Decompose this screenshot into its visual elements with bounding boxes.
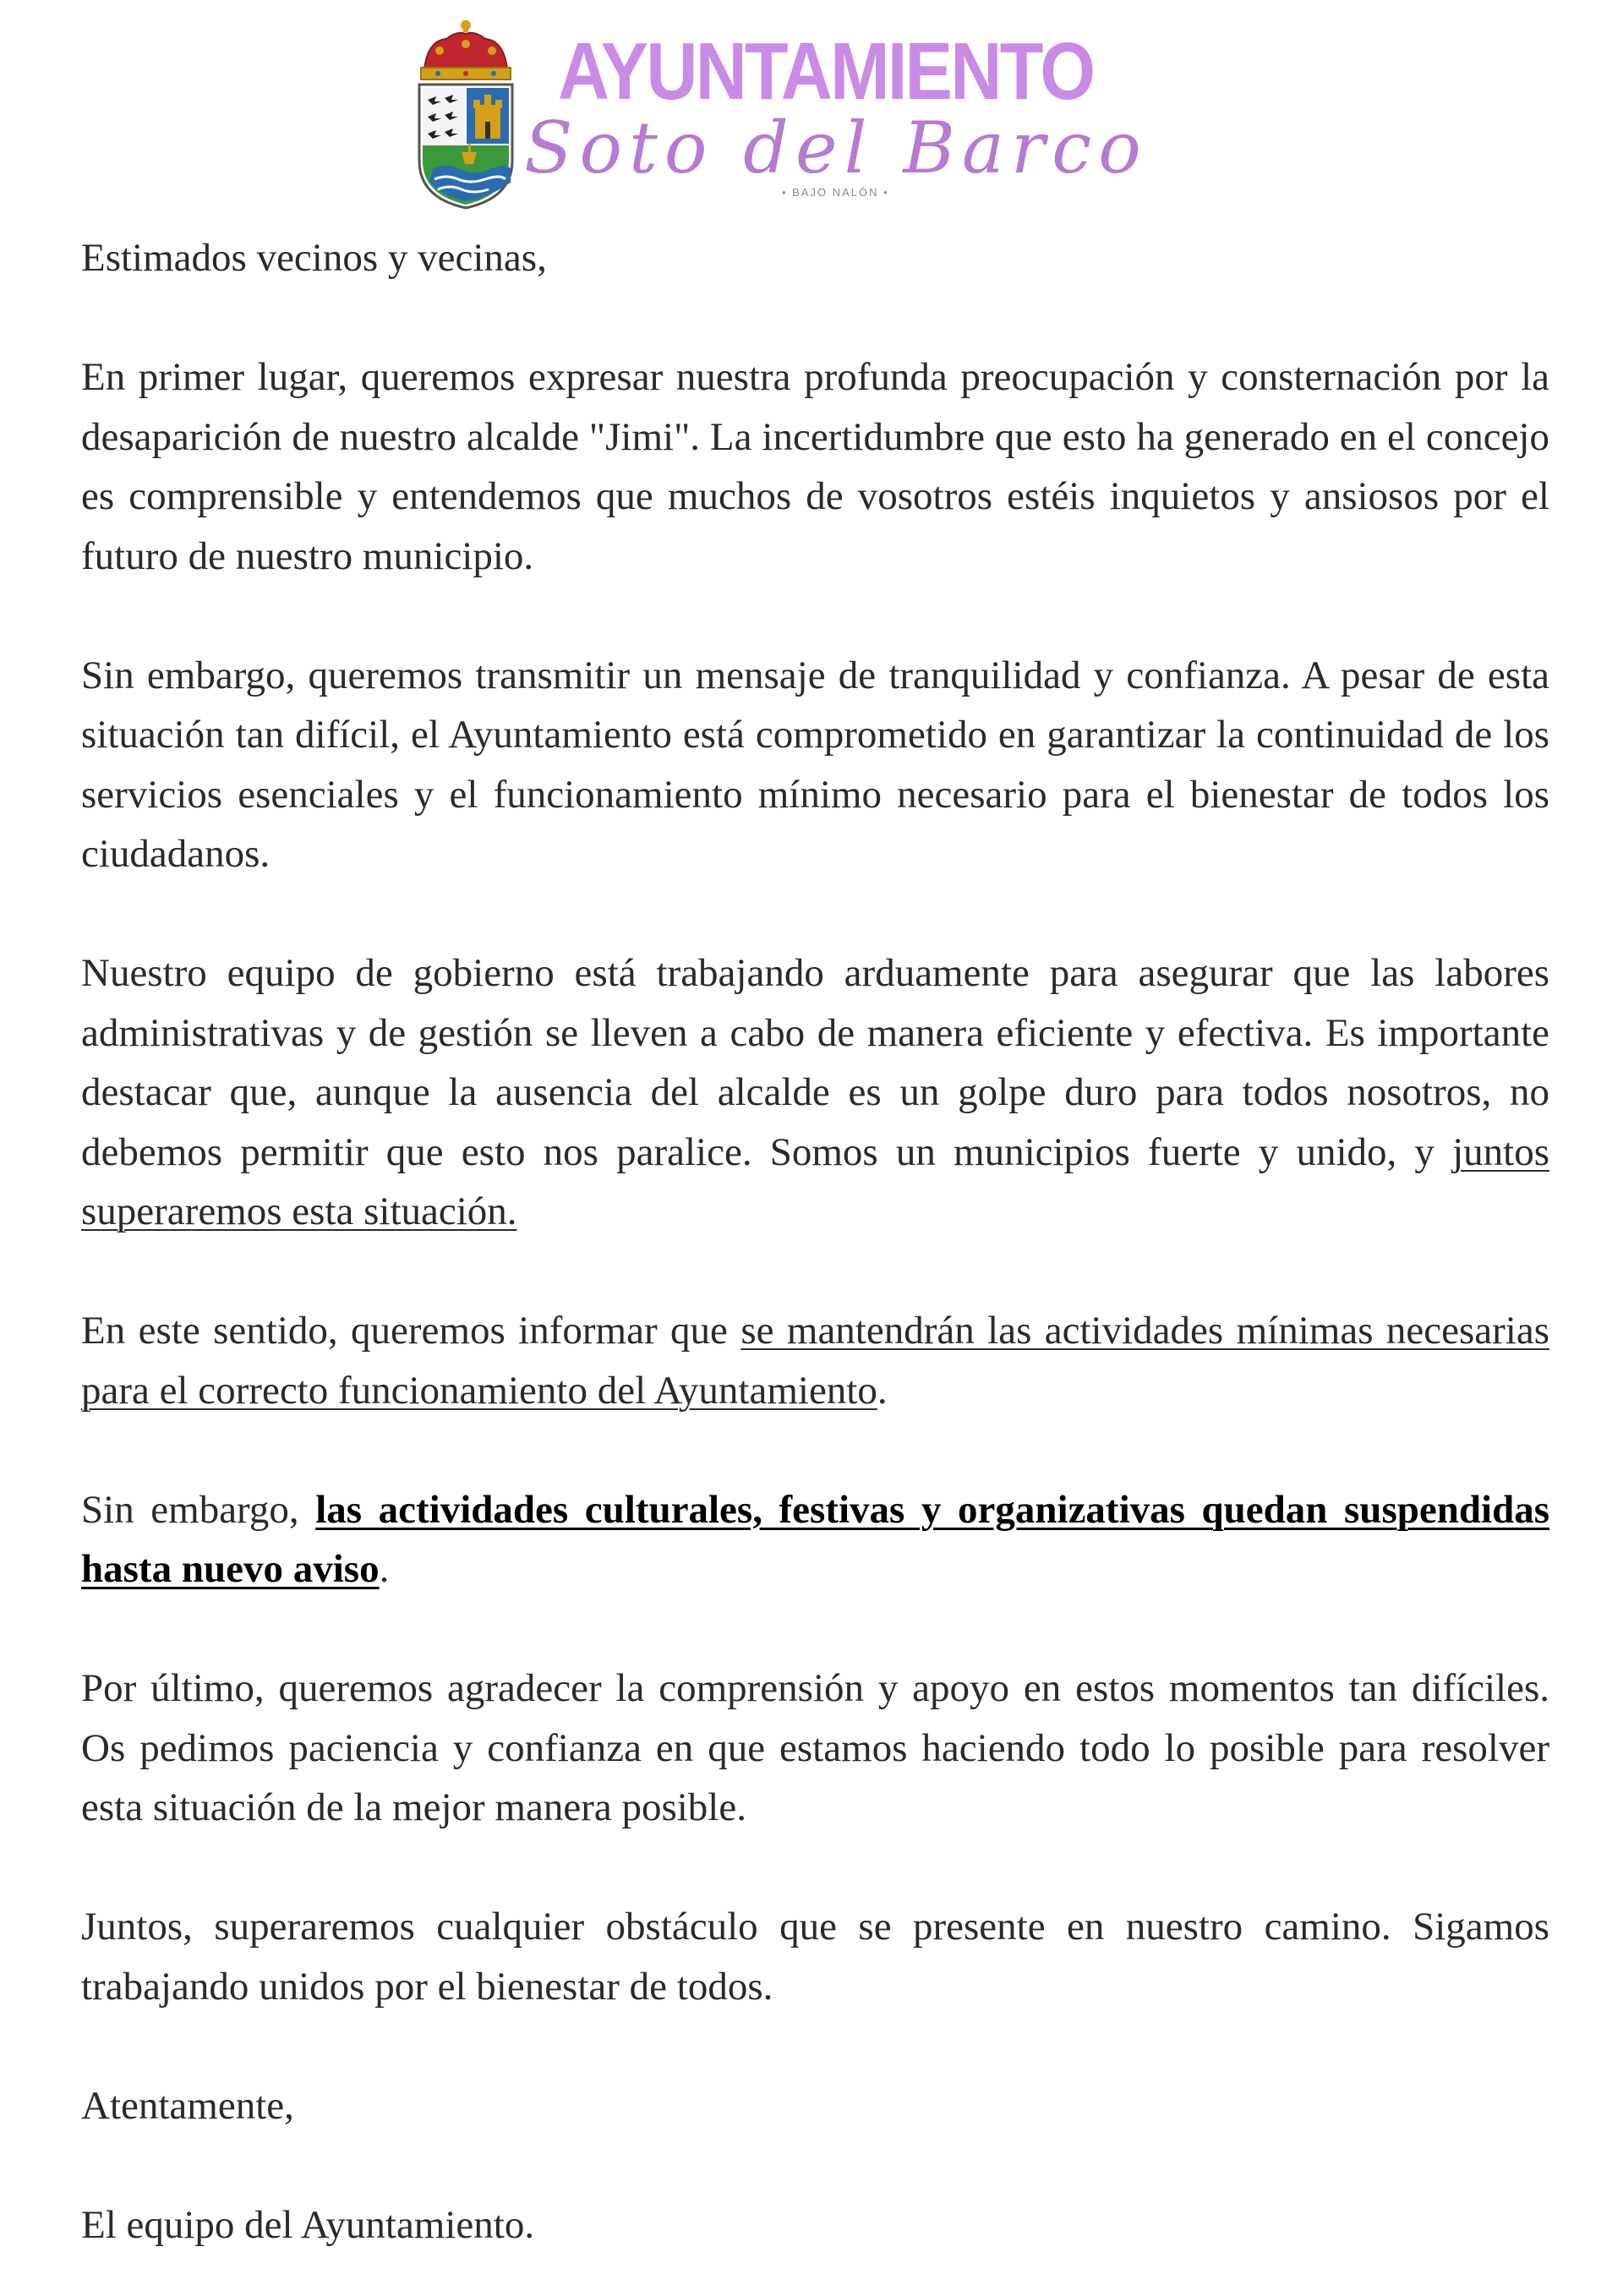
paragraph-4-underlined: se mantendrán las actividades mínimas necesarias para el correcto funcionamiento del Ayuntamiento bbox=[81, 1309, 1549, 1413]
paragraph-3-text: Nuestro equipo de gobierno está trabajando arduamente para asegurar que las labores administrativas y de gestión se lleven a cabo de manera eficiente y efectiva. Es importante destacar que, aunque la ausencia del alcalde es un golpe duro para todos nosotros, no debemos permitir que esto nos paralice. Somos un municipios fuerte y unido, y bbox=[81, 951, 1549, 1174]
logo-script-name: Soto del Barco bbox=[524, 107, 1148, 189]
paragraph-5-text: Sin embargo, bbox=[81, 1487, 316, 1532]
paragraph-2: Sin embargo, queremos transmitir un mensaje de tranquilidad y confianza. A pesar de esta situación tan difícil, el Ayuntamiento está comprometido en garantizar la continuidad de los servicios esenciales y el funcionamiento mínimo necesario para el bienestar de todos los ciudadanos. bbox=[81, 653, 1549, 876]
paragraph-7: Juntos, superaremos cualquier obstáculo que se presente en nuestro camino. Sigamos trabajando unidos por el bienestar de todos. bbox=[81, 1905, 1549, 2009]
suspension-notice: las actividades culturales, festivas y organizativas quedan suspendidas hasta nuevo aviso bbox=[81, 1487, 1549, 1591]
closing: Atentamente, bbox=[81, 2083, 294, 2128]
logo-title: AYUNTAMIENTO bbox=[558, 26, 1094, 117]
paragraph-4 bbox=[81, 1301, 1549, 1420]
paragraph-3-underlined: juntos superaremos esta situación. bbox=[81, 1129, 1549, 1233]
paragraph-6: Por último, queremos agradecer la comprensión y apoyo en estos momentos tan difíciles. Os pedimos paciencia y confianza en que estamos haciendo todo lo posible para resolver esta situación de la mejor manera posible. bbox=[81, 1666, 1549, 1829]
municipality-logo bbox=[524, 25, 1167, 211]
paragraph-5-end: . bbox=[379, 1547, 390, 1591]
paragraph-4-text: En este sentido, queremos informar que bbox=[81, 1309, 741, 1353]
logo-subtitle: • BAJO NALÓN • bbox=[782, 186, 889, 199]
coat-of-arms-icon bbox=[413, 17, 519, 211]
paragraph-4-end: . bbox=[877, 1368, 888, 1413]
signature: El equipo del Ayuntamiento. bbox=[81, 2202, 535, 2247]
paragraph-1: En primer lugar, queremos expresar nuestra profunda preocupación y consternación por la desaparición de nuestro alcalde "Jimi". La incertidumbre que esto ha generado en el concejo es comprensible y entendemos que muchos de vosotros estéis inquietos y ansiosos por el futuro de nuestro municipio. bbox=[81, 355, 1549, 578]
greeting: Estimados vecinos y vecinas, bbox=[81, 236, 547, 280]
letter-body bbox=[81, 228, 1549, 2255]
letterhead bbox=[0, 0, 1623, 220]
paragraph-3 bbox=[81, 943, 1549, 1242]
paragraph-5 bbox=[81, 1480, 1549, 1599]
